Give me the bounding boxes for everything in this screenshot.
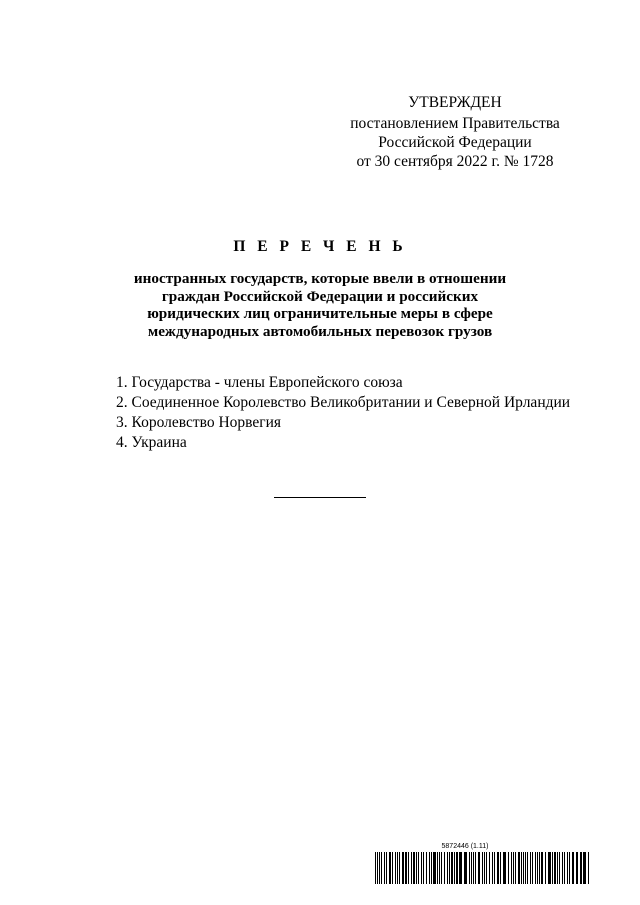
- approval-line-3: от 30 сентября 2022 г. № 1728: [356, 153, 554, 170]
- subtitle-line: международных автомобильных перевозок грузов: [147, 322, 493, 340]
- barcode-number: 5872446 (1.11): [441, 843, 489, 850]
- list-item: 2. Соединенное Королевство Великобритании и Северной Ирландии: [116, 394, 571, 411]
- list-item: 3. Королевство Норвегия: [116, 414, 282, 431]
- approval-line-1: постановлением Правительства: [350, 115, 560, 132]
- end-divider: [274, 497, 366, 498]
- country-list: [116, 373, 570, 453]
- approval-heading: УТВЕРЖДЕН: [408, 94, 502, 111]
- subtitle-line: граждан Российской Федерации и российских: [161, 287, 479, 305]
- approval-block: [330, 93, 580, 171]
- subtitle-line: иностранных государств, которые ввели в отношении: [133, 270, 507, 287]
- list-item: 4. Украина: [116, 434, 187, 451]
- approval-line-2: Российской Федерации: [378, 134, 532, 151]
- subtitle-line: юридических лиц ограничительные меры в сфере: [147, 305, 493, 322]
- barcode-icon: [375, 852, 591, 884]
- document-subtitle: [100, 270, 540, 340]
- document-title: П Е Р Е Ч Е Н Ь: [233, 238, 407, 255]
- list-item: 1. Государства - члены Европейского союза: [116, 374, 403, 391]
- barcode-block: [375, 843, 591, 884]
